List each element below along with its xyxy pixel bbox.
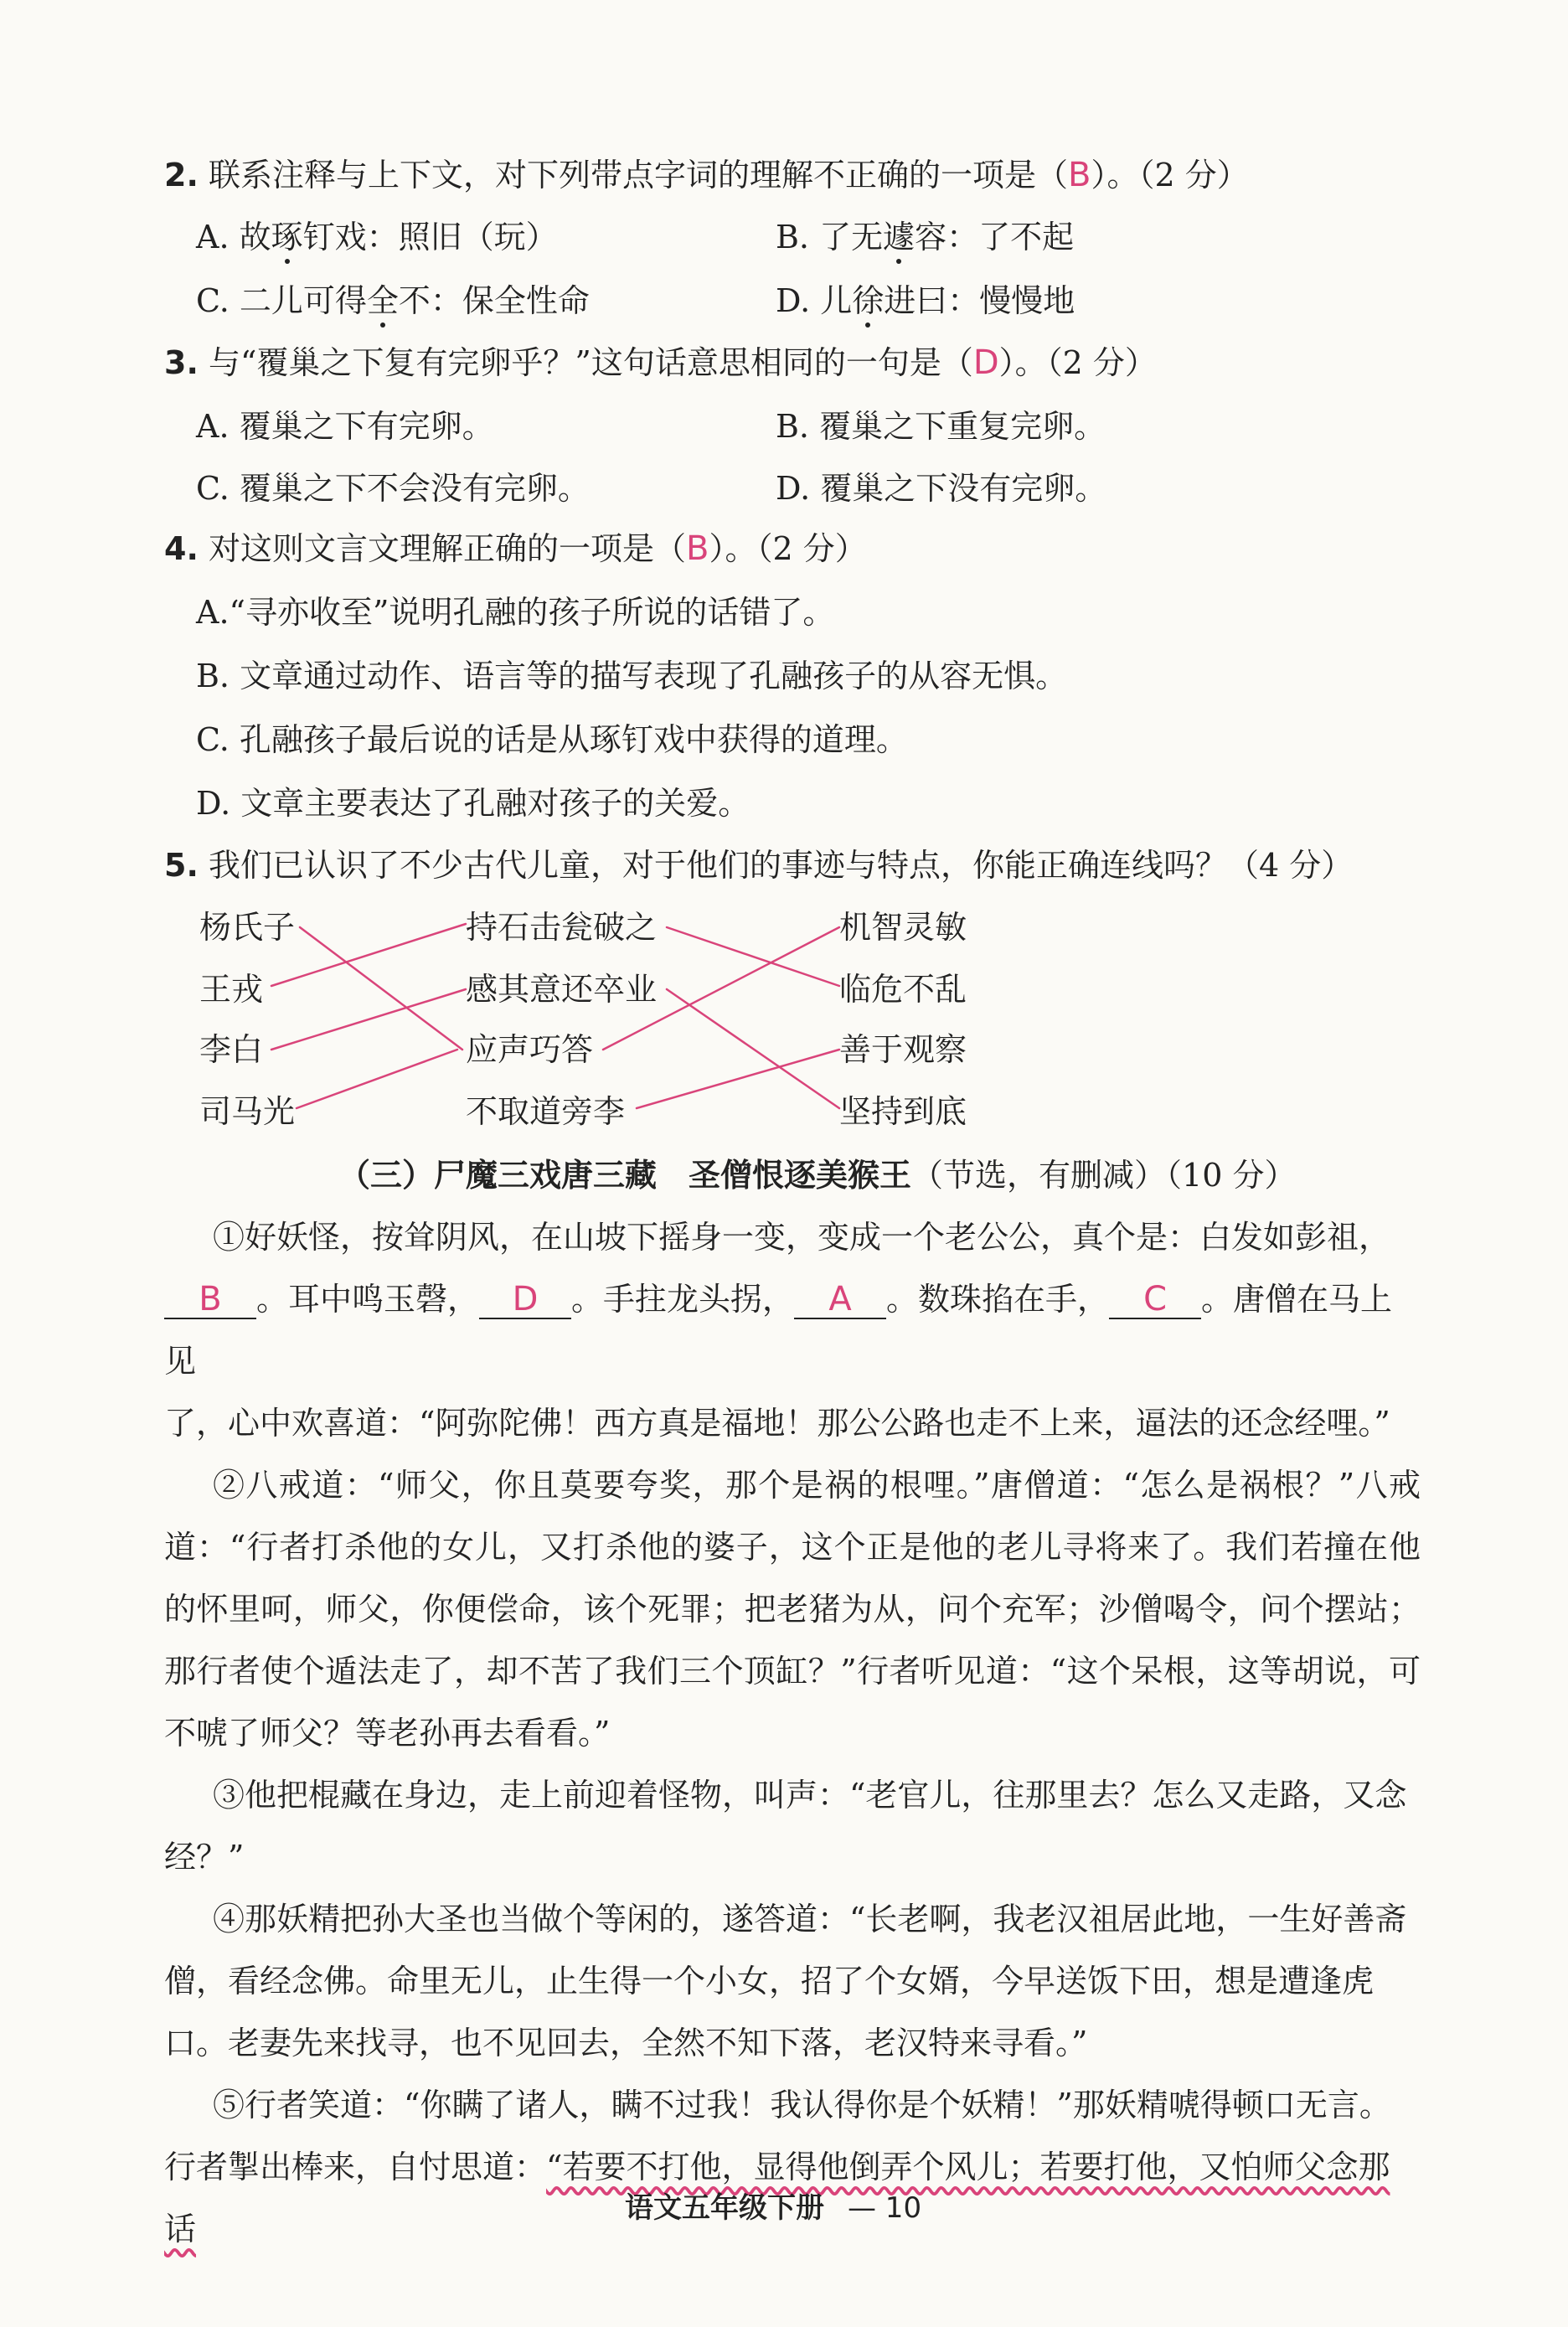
match-col2-item: 应声巧答: [466, 1031, 594, 1068]
match-col1-item: 杨氏子: [199, 909, 296, 946]
paragraph-4: ④那妖精把孙大圣也当做个等闲的，遂答道：“长老啊，我老汉祖居此地，一生好善斋僧，看经念佛。命里无儿，止生得一个小女，招了个女婿，今早送饭下田，想是遭逢虎口。老妻先来找寻，也不见回去，全然不知下落，老汉特来寻看。”: [164, 1901, 1407, 2061]
match-line: [300, 927, 462, 1050]
q4-option-b: B. 文章通过动作、语言等的描写表现了孔融孩子的从容无惧。: [196, 658, 1068, 694]
match-line: [271, 924, 466, 986]
match-line: [271, 989, 466, 1050]
q2-stem: 2. 联系注释与上下文，对下列带点字词的理解不正确的一项是（B）。（2 分）: [164, 156, 1249, 194]
match-col1-item: 李白: [199, 1031, 264, 1068]
q4-number: 4.: [164, 530, 199, 567]
fill-blank: C: [1109, 1281, 1201, 1319]
match-col3-item: 机智灵敏: [839, 909, 967, 946]
q3-answer: D: [972, 343, 999, 382]
match-col3-item: 临危不乱: [839, 971, 967, 1008]
paragraph-2: ②八戒道：“师父，你且莫要夸奖，那个是祸的根哩。”唐僧道：“怎么是祸根？”八戒道：“行者打杀他的女儿，又打杀他的婆子，这个正是他的老儿寻将来了。我们若撞在他的怀里呵，师父，你便偿命，该个死罪；把老猪为从，问个充军；沙僧喝令，问个摆站；那行者使个遁法走了，却不苦了我们三个顶缸？”行者听见道：“这个呆根，这等胡说，可不唬了师父？等老孙再去看看。”: [164, 1467, 1421, 1752]
q4-option-c: C. 孔融孩子最后说的话是从琢钉戏中获得的道理。: [196, 721, 908, 758]
q3-number: 3.: [164, 344, 199, 381]
q2-number: 2.: [164, 157, 199, 193]
q4-stem: 4. 对这则文言文理解正确的一项是（B）。（2 分）: [164, 529, 867, 568]
fill-blank: A: [794, 1281, 886, 1319]
q3-option-d: D. 覆巢之下没有完卵。: [776, 470, 1107, 507]
match-line: [667, 927, 839, 986]
q2-option-b: B. 了无遽容：了不起: [776, 219, 1075, 255]
match-line: [637, 1050, 839, 1108]
match-col2-item: 不取道旁李: [466, 1093, 626, 1130]
paragraph-5: ⑤行者笑道：“你瞒了诸人，瞒不过我！我认得你是个妖精！”那妖精唬得顿口无言。行者掣出棒来，自忖思道：“若要不打他，显得他倒弄个风儿；若要打他，又怕师父念那话: [164, 2087, 1391, 2247]
match-col3-item: 善于观察: [839, 1031, 967, 1068]
match-col3-item: 坚持到底: [839, 1093, 967, 1130]
book-title: 语文五年级下册: [625, 2191, 824, 2225]
paragraph-1: ①好妖怪，按耸阴风，在山坡下摇身一变，变成一个老公公，真个是：白发如彭祖， B 。耳中鸣玉磬， D 。手拄龙头拐， A 。数珠掐在手， C 。唐僧在马上见 了，心中欢喜道：“阿弥陀佛！西方真是福地！那公公路也走不上来，逼法的还念经哩。”: [164, 1219, 1393, 1442]
q4-option-d: D. 文章主要表达了孔融对孩子的关爱。: [196, 785, 750, 822]
q3-stem: 3. 与“覆巢之下复有完卵乎？”这句话意思相同的一句是（D）。（2 分）: [164, 343, 1157, 382]
match-col1-item: 司马光: [199, 1093, 296, 1130]
q4-answer: B: [686, 529, 709, 568]
match-line: [297, 1050, 457, 1108]
match-col2-item: 感其意还卒业: [466, 971, 658, 1008]
fill-blank: B: [164, 1281, 256, 1319]
q5-number: 5.: [164, 847, 199, 884]
q3-option-c: C. 覆巢之下不会没有完卵。: [196, 470, 590, 507]
q2-answer: B: [1068, 156, 1091, 194]
page-number: — 10: [848, 2191, 922, 2225]
wavy-underlined-text: “若要不打他，显得他倒弄个风儿；若要打他，又怕师父念那话: [164, 2149, 1390, 2247]
q4-option-a: A.“寻亦收至”说明孔融的孩子所说的话错了。: [196, 594, 835, 631]
match-col1-item: 王戎: [199, 971, 264, 1008]
q2-option-d: D. 儿徐进曰：慢慢地: [776, 282, 1075, 319]
passage: [164, 1206, 1421, 2260]
match-line: [667, 989, 839, 1108]
fill-blank: D: [479, 1281, 571, 1319]
paragraph-3: ③他把棍藏在身边，走上前迎着怪物，叫声：“老官儿，往那里去？怎么又走路，又念经？”: [164, 1777, 1407, 1876]
q5-stem: 5. 我们已认识了不少古代儿童，对于他们的事迹与特点，你能正确连线吗？（4 分）: [164, 847, 1354, 884]
page-footer: [625, 2185, 921, 2226]
q3-option-a: A. 覆巢之下有完卵。: [196, 408, 494, 445]
q2-option-c: C. 二儿可得全不：保全性命: [196, 282, 590, 319]
q3-option-b: B. 覆巢之下重复完卵。: [776, 408, 1106, 445]
match-col2-item: 持石击瓮破之: [466, 909, 658, 946]
section-title: （三）尸魔三戏唐三藏 圣僧恨逐美猴王（节选，有删减）（10 分）: [338, 1157, 1297, 1194]
q2-option-a: A. 故琢钉戏：照旧（玩）: [196, 219, 558, 255]
